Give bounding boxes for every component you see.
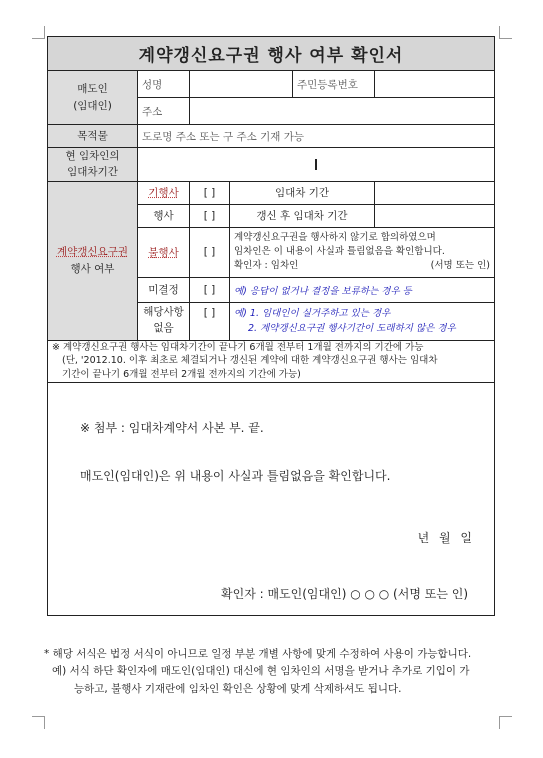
status-undecided: 미결정 <box>138 277 190 302</box>
landlord-signature-line[interactable]: 확인자 : 매도인(임대인) ○ ○ ○ (서명 또는 인) <box>221 586 469 601</box>
checkbox-already-exercised[interactable]: [ ] <box>190 181 230 204</box>
legal-note: ※ 계약갱신요구권 행사는 임대차기간이 끝나기 6개월 전부터 1개월 전까지의 기간에 가능 (단, '2012.10. 이후 최초로 체결되거나 갱신된 계약에 대한 계약갱신요구권 행사는 임대차 기간이 끝나기 6개월 전부터 2개월 전까지의 기간에 가능) <box>48 340 495 382</box>
exercise-status-label: 계약갱신요구권 행사 여부 <box>48 181 138 340</box>
lease-period-label: 현 임차인의 임대차기간 <box>48 148 138 182</box>
resident-id-label: 주민등록번호 <box>293 71 375 98</box>
property-field[interactable]: 도로명 주소 또는 구 주소 기재 가능 <box>138 125 495 148</box>
confirmation-body <box>48 382 495 615</box>
name-label: 성명 <box>138 71 190 98</box>
crop-mark-bottom-left <box>32 716 45 729</box>
crop-mark-top-left <box>32 26 45 39</box>
address-field[interactable] <box>190 98 495 125</box>
desc-undecided: 예) 응답이 없거나 결정을 보류하는 경우 등 <box>230 277 495 302</box>
footer-line-3: 능하고, 불행사 기재란에 임차인 확인은 상황에 맞게 삭제하셔도 됩니다. <box>74 682 402 695</box>
desc-already-exercised: 임대차 기간 <box>230 181 375 204</box>
checkbox-not-applicable[interactable]: [ ] <box>190 302 230 340</box>
exercised-period-field[interactable] <box>375 204 495 227</box>
crop-mark-top-right <box>499 26 512 39</box>
text-cursor <box>315 159 317 170</box>
status-already-exercised: 기행사 <box>138 181 190 204</box>
lease-period-field[interactable] <box>138 148 495 182</box>
property-label: 목적물 <box>48 125 138 148</box>
status-exercised: 행사 <box>138 204 190 227</box>
landlord-label: 매도인 (임대인) <box>48 71 138 125</box>
checkbox-not-exercised[interactable]: [ ] <box>190 227 230 277</box>
document-title: 계약갱신요구권 행사 여부 확인서 <box>48 37 495 71</box>
confirm-statement: 매도인(임대인)은 위 내용이 사실과 틀림없음을 확인합니다. <box>80 468 391 483</box>
desc-exercised: 갱신 후 임대차 기간 <box>230 204 375 227</box>
address-label: 주소 <box>138 98 190 125</box>
confirmation-form-table <box>47 36 495 616</box>
footer-line-2: 예) 서식 하단 확인자에 매도인(임대인) 대신에 현 임차인의 서명을 받거나 추가로 기입이 가 <box>52 665 470 678</box>
status-not-exercised: 불행사 <box>138 227 190 277</box>
crop-mark-bottom-right <box>499 716 512 729</box>
tenant-confirm-label: 확인자 : 임차인 <box>234 260 299 272</box>
name-field[interactable] <box>190 71 293 98</box>
status-not-applicable: 해당사항 없음 <box>138 302 190 340</box>
attachment-line: ※ 첨부 : 임대차계약서 사본 부. 끝. <box>80 420 264 435</box>
footer-notes <box>44 646 496 698</box>
footer-line-1: * 해당 서식은 법정 서식이 아니므로 일정 부분 개별 사항에 맞게 수정하여 사용이 가능합니다. <box>44 648 472 660</box>
resident-id-field[interactable] <box>375 71 495 98</box>
desc-not-applicable: 예) 1. 임대인이 실거주하고 있는 경우 2. 계약갱신요구권 행사기간이 도래하지 않은 경우 <box>230 302 495 340</box>
desc-not-exercised: 계약갱신요구권을 행사하지 않기로 합의하였으며 임차인은 이 내용이 사실과 틀림없음을 확인합니다. 확인자 : 임차인 (서명 또는 인) <box>230 227 495 277</box>
checkbox-exercised[interactable]: [ ] <box>190 204 230 227</box>
already-exercised-period-field[interactable] <box>375 181 495 204</box>
date-line[interactable]: 년 월 일 <box>417 530 473 545</box>
tenant-signature-label: (서명 또는 인) <box>430 260 491 272</box>
checkbox-undecided[interactable]: [ ] <box>190 277 230 302</box>
